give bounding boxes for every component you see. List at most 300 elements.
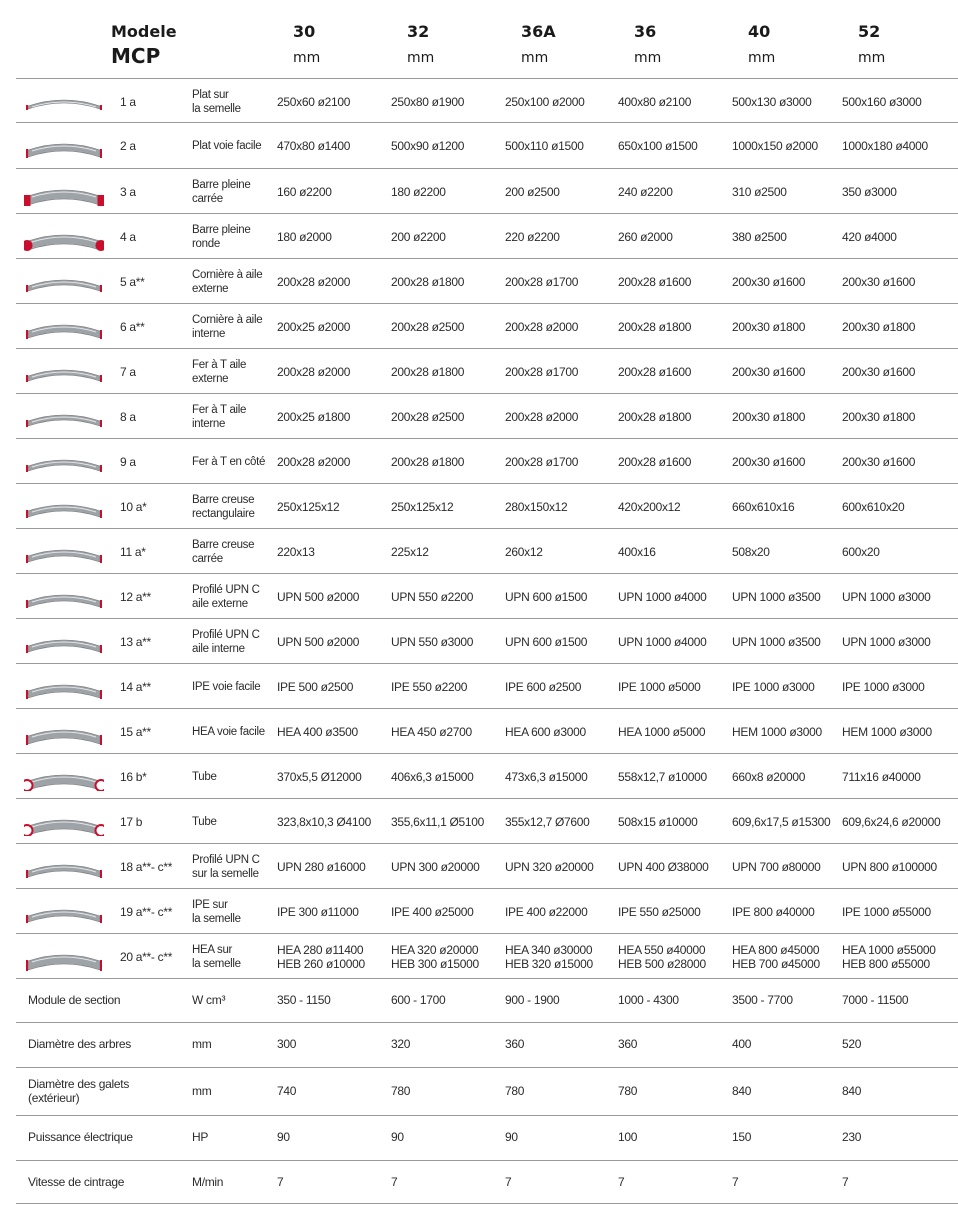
capacity-line: 420x200x12: [618, 499, 681, 514]
capacity-value: [505, 259, 578, 304]
profile-code: 9 a: [120, 454, 136, 469]
capacity-value: [391, 439, 464, 484]
profile-code: 12 a**: [120, 589, 151, 604]
capacity-line: 250x100 ø2000: [505, 94, 585, 109]
capacity-value: [842, 754, 921, 799]
capacity-value: [732, 169, 787, 214]
capacity-value: [391, 574, 473, 619]
column-unit: mm: [634, 50, 662, 66]
capacity-value: [391, 709, 472, 754]
column-header: [634, 22, 734, 66]
capacity-value: [391, 214, 446, 259]
series-label: MCP: [111, 44, 161, 68]
capacity-line: 200x30 ø1600: [842, 364, 916, 379]
capacity-value: [505, 79, 585, 124]
capacity-line: 400x80 ø2100: [618, 94, 692, 109]
profile-illustration: [24, 574, 104, 619]
profile-illustration: [24, 484, 104, 529]
profile-illustration: [24, 889, 104, 934]
description-line: Barre creuse: [192, 538, 255, 551]
capacity-value: [505, 844, 594, 889]
t-bar-side-profile-icon: [24, 448, 104, 476]
capacity-line: IPE 400 ø25000: [391, 904, 474, 919]
capacity-value: [505, 123, 584, 168]
capacity-value: [277, 394, 350, 439]
description-line: Cornière à aile: [192, 268, 263, 281]
capacity-value: [618, 619, 707, 664]
property-label-line: (extérieur): [28, 1090, 80, 1105]
table-row: [16, 393, 958, 439]
property-label: [28, 1068, 188, 1113]
profile-description: [192, 484, 282, 529]
capacity-value: [618, 754, 707, 799]
capacity-value: [842, 934, 936, 979]
profile-code: 15 a**: [120, 724, 151, 739]
capacity-line: 200x30 ø1800: [732, 319, 806, 334]
capacity-line: 380 ø2500: [732, 229, 787, 244]
property-value: 740: [277, 1083, 297, 1098]
capacity-line: 250x80 ø1900: [391, 94, 465, 109]
capacity-line: 711x16 ø40000: [842, 769, 921, 784]
profile-description: [192, 259, 282, 304]
capacity-value: [732, 664, 815, 709]
table-row: [16, 303, 958, 349]
table-row: [16, 258, 958, 304]
profile-code: 11 a*: [120, 544, 146, 559]
profile-description: [192, 214, 282, 259]
capacity-value: [732, 79, 812, 124]
column-unit: mm: [407, 50, 435, 66]
property-value: 400: [732, 1037, 752, 1051]
capacity-line: 660x8 ø20000: [732, 769, 806, 784]
description-line: Plat sur: [192, 88, 229, 101]
capacity-value: [505, 574, 587, 619]
capacity-line: 1000x180 ø4000: [842, 138, 928, 153]
profile-code: 1 a: [120, 94, 136, 109]
column-header: [407, 22, 507, 66]
capacity-line: HEB 500 ø28000: [618, 956, 706, 971]
description-line: interne: [192, 327, 226, 340]
table-row: [16, 573, 958, 619]
capacity-value: [277, 304, 350, 349]
capacity-value: [277, 889, 359, 934]
property-value: 780: [618, 1083, 638, 1098]
description-line: Fer à T aile: [192, 358, 247, 371]
table-row: [16, 122, 958, 168]
description-line: HEA voie facile: [192, 725, 265, 738]
profile-code: 13 a**: [120, 634, 151, 649]
capacity-line: 260x12: [505, 544, 543, 559]
capacity-value: [618, 123, 698, 168]
profile-description: [192, 79, 282, 124]
capacity-line: 500x160 ø3000: [842, 94, 922, 109]
capacity-value: [732, 484, 794, 529]
capacity-value: [842, 439, 915, 484]
description-line: Barre creuse: [192, 493, 255, 506]
capacity-value: [732, 214, 787, 259]
capacity-line: UPN 280 ø16000: [277, 859, 366, 874]
capacity-line: UPN 320 ø20000: [505, 859, 594, 874]
model-label: Modele: [111, 22, 177, 41]
property-value: 7: [505, 1175, 512, 1189]
capacity-value: [842, 169, 897, 214]
table-row: [16, 708, 958, 754]
capacity-line: HEM 1000 ø3000: [732, 724, 822, 739]
property-value: 7: [842, 1175, 849, 1189]
capacity-line: 200x28 ø2500: [391, 409, 465, 424]
capacity-value: [505, 619, 587, 664]
table-row: [16, 618, 958, 664]
property-row: [16, 1115, 958, 1158]
capacity-line: UPN 300 ø20000: [391, 859, 480, 874]
capacity-line: 600x20: [842, 544, 880, 559]
column-model: 52: [858, 22, 881, 41]
capacity-value: [505, 439, 578, 484]
description-line: externe: [192, 282, 229, 295]
profile-description: [192, 934, 282, 979]
capacity-line: 355x12,7 Ø7600: [505, 814, 590, 829]
description-line: externe: [192, 372, 229, 385]
capacity-value: [391, 259, 464, 304]
capacity-line: 220x13: [277, 544, 315, 559]
column-header: [293, 22, 393, 66]
profile-code: 20 a**- c**: [120, 949, 173, 964]
capacity-line: IPE 1000 ø3000: [842, 679, 925, 694]
profile-illustration: [24, 754, 104, 799]
capacity-line: 200x30 ø1600: [732, 364, 806, 379]
capacity-value: [618, 259, 691, 304]
capacity-line: IPE 1000 ø55000: [842, 904, 931, 919]
capacity-value: [391, 844, 480, 889]
column-unit: mm: [293, 50, 321, 66]
hea-profile-icon: [24, 718, 104, 746]
capacity-value: [842, 619, 931, 664]
capacity-line: 225x12: [391, 544, 429, 559]
capacity-value: [842, 574, 931, 619]
property-value: 7000 - 11500: [842, 993, 909, 1007]
upn-flat-profile-icon: [24, 853, 104, 881]
property-label-line: Puissance électrique: [28, 1130, 133, 1144]
capacity-value: [842, 484, 904, 529]
capacity-value: [618, 799, 698, 844]
capacity-line: 200x30 ø1600: [732, 454, 806, 469]
capacity-line: 500x90 ø1200: [391, 138, 465, 153]
capacity-line: UPN 1000 ø3000: [842, 634, 931, 649]
capacity-line: 500x130 ø3000: [732, 94, 812, 109]
capacity-value: [618, 889, 701, 934]
capacity-line: IPE 400 ø22000: [505, 904, 588, 919]
profile-description: [192, 664, 282, 709]
capacity-line: 420 ø4000: [842, 229, 897, 244]
property-value: 3500 - 7700: [732, 993, 793, 1007]
property-label: [28, 979, 188, 1021]
capacity-value: [618, 709, 705, 754]
capacity-value: [277, 484, 339, 529]
capacity-line: HEA 550 ø40000: [618, 942, 706, 957]
capacity-line: IPE 550 ø2200: [391, 679, 468, 694]
profile-illustration: [24, 844, 104, 889]
flat-bar-profile-icon: [24, 88, 104, 116]
capacity-line: 200x28 ø1800: [391, 274, 465, 289]
capacity-line: 200x28 ø1800: [618, 319, 692, 334]
capacity-line: 200x30 ø1800: [732, 409, 806, 424]
capacity-value: [277, 799, 371, 844]
capacity-line: 200x28 ø1600: [618, 274, 692, 289]
description-line: Fer à T en côté: [192, 455, 266, 468]
capacity-value: [391, 484, 453, 529]
capacity-line: 200x28 ø1700: [505, 274, 579, 289]
profile-illustration: [24, 349, 104, 394]
table-row: [16, 483, 958, 529]
property-unit: mm: [192, 1083, 212, 1098]
capacity-value: [505, 349, 578, 394]
column-model: 36A: [521, 22, 556, 41]
capacity-value: [618, 79, 691, 124]
capacity-line: HEA 320 ø20000: [391, 942, 479, 957]
profile-illustration: [24, 169, 104, 214]
profile-code: 17 b: [120, 814, 143, 829]
capacity-value: [842, 799, 940, 844]
profile-code: 18 a**- c**: [120, 859, 173, 874]
property-unit: W cm³: [192, 993, 226, 1007]
capacity-value: [505, 664, 581, 709]
capacity-line: 200x30 ø1600: [732, 274, 806, 289]
profile-illustration: [24, 709, 104, 754]
description-line: HEA sur: [192, 943, 233, 956]
description-line: Cornière à aile: [192, 313, 263, 326]
capacity-line: 200x28 ø2000: [277, 274, 351, 289]
capacity-line: 473x6,3 ø15000: [505, 769, 588, 784]
capacity-value: [618, 574, 707, 619]
description-line: carrée: [192, 552, 223, 565]
capacity-value: [842, 529, 880, 574]
profile-code: 10 a*: [120, 499, 147, 514]
capacity-line: 600x610x20: [842, 499, 905, 514]
property-value: 520: [842, 1037, 862, 1051]
property-value: 900 - 1900: [505, 993, 560, 1007]
capacity-value: [277, 709, 358, 754]
description-line: Barre pleine: [192, 223, 251, 236]
profile-description: [192, 439, 282, 484]
profile-illustration: [24, 123, 104, 168]
t-bar-internal-profile-icon: [24, 403, 104, 431]
capacity-value: [505, 889, 588, 934]
property-value: 150: [732, 1130, 752, 1144]
description-line: Tube: [192, 770, 217, 783]
capacity-line: 609,6x24,6 ø20000: [842, 814, 941, 829]
flat-bar-edge-profile-icon: [24, 132, 104, 160]
capacity-line: 180 ø2200: [391, 184, 446, 199]
capacity-line: 200 ø2200: [391, 229, 446, 244]
property-row: [16, 1067, 958, 1113]
property-value: 7: [618, 1175, 625, 1189]
capacity-line: UPN 550 ø3000: [391, 634, 474, 649]
capacity-line: HEB 300 ø15000: [391, 956, 479, 971]
capacity-line: 400x16: [618, 544, 656, 559]
capacity-line: UPN 1000 ø4000: [618, 589, 707, 604]
capacity-line: 200x28 ø1700: [505, 454, 579, 469]
capacity-line: 200x30 ø1600: [842, 274, 916, 289]
capacity-value: [732, 349, 805, 394]
property-unit: M/min: [192, 1175, 224, 1189]
capacity-line: IPE 1000 ø3000: [732, 679, 815, 694]
profile-illustration: [24, 619, 104, 664]
capacity-line: HEA 450 ø2700: [391, 724, 472, 739]
capacity-value: [505, 754, 588, 799]
capacity-value: [842, 123, 928, 168]
capacity-line: UPN 1000 ø4000: [618, 634, 707, 649]
capacity-line: 250x60 ø2100: [277, 94, 351, 109]
column-header: [858, 22, 958, 66]
capacity-value: [277, 439, 350, 484]
capacity-value: [842, 709, 932, 754]
capacity-line: HEB 320 ø15000: [505, 956, 593, 971]
capacity-value: [618, 439, 691, 484]
column-unit: mm: [748, 50, 776, 66]
tube-thick-profile-icon: [24, 808, 104, 836]
description-line: IPE sur: [192, 898, 228, 911]
property-row: [16, 1160, 958, 1204]
description-line: interne: [192, 417, 226, 430]
capacity-line: 1000x150 ø2000: [732, 138, 818, 153]
capacity-value: [277, 214, 332, 259]
property-value: 780: [391, 1083, 411, 1098]
t-bar-external-profile-icon: [24, 358, 104, 386]
capacity-line: UPN 400 Ø38000: [618, 859, 709, 874]
capacity-value: [277, 529, 315, 574]
description-line: Profilé UPN C: [192, 628, 260, 641]
capacity-line: UPN 1000 ø3500: [732, 634, 821, 649]
profile-description: [192, 123, 282, 168]
capacity-value: [277, 259, 350, 304]
capacity-value: [505, 529, 543, 574]
property-value: 840: [732, 1083, 752, 1098]
capacity-value: [505, 394, 578, 439]
property-label: [28, 1116, 188, 1158]
capacity-line: 160 ø2200: [277, 184, 332, 199]
property-label: [28, 1023, 188, 1065]
property-value: 780: [505, 1083, 525, 1098]
capacity-value: [618, 304, 691, 349]
column-unit: mm: [521, 50, 549, 66]
upn-internal-profile-icon: [24, 628, 104, 656]
capacity-value: [842, 664, 925, 709]
capacity-value: [391, 79, 464, 124]
profile-code: 8 a: [120, 409, 136, 424]
profile-code: 2 a: [120, 138, 136, 153]
capacity-line: HEA 1000 ø55000: [842, 942, 936, 957]
capacity-line: 200x25 ø1800: [277, 409, 351, 424]
capacity-value: [732, 259, 805, 304]
capacity-line: HEA 800 ø45000: [732, 942, 820, 957]
profile-illustration: [24, 934, 104, 979]
property-row: [16, 1022, 958, 1065]
profile-code: 16 b*: [120, 769, 147, 784]
property-value: 350 - 1150: [277, 993, 331, 1007]
capacity-value: [505, 214, 560, 259]
angle-external-profile-icon: [24, 268, 104, 296]
capacity-value: [732, 799, 830, 844]
description-line: Plat voie facile: [192, 139, 262, 152]
capacity-value: [391, 169, 446, 214]
profile-code: 6 a**: [120, 319, 145, 334]
description-line: la semelle: [192, 912, 241, 925]
capacity-value: [277, 619, 359, 664]
property-value: 360: [618, 1037, 638, 1051]
capacity-line: 260 ø2000: [618, 229, 673, 244]
capacity-line: 323,8x10,3 Ø4100: [277, 814, 371, 829]
capacity-value: [618, 484, 680, 529]
profile-illustration: [24, 214, 104, 259]
capacity-line: 508x20: [732, 544, 770, 559]
capacity-line: 200x28 ø2000: [277, 454, 351, 469]
capacity-line: 350 ø3000: [842, 184, 897, 199]
capacity-line: 200x25 ø2000: [277, 319, 351, 334]
capacity-line: UPN 600 ø1500: [505, 634, 588, 649]
capacity-value: [277, 664, 353, 709]
tube-profile-icon: [24, 763, 104, 791]
capacity-value: [732, 123, 818, 168]
capacity-line: UPN 1000 ø3500: [732, 589, 821, 604]
capacity-value: [391, 889, 474, 934]
capacity-line: HEA 340 ø30000: [505, 942, 593, 957]
capacity-value: [505, 484, 567, 529]
capacity-value: [391, 934, 479, 979]
column-header: [521, 22, 621, 66]
capacity-value: [391, 349, 464, 394]
hea-flat-profile-icon: [24, 943, 104, 971]
table-row: [16, 438, 958, 484]
square-bar-profile-icon: [24, 178, 104, 206]
profile-code: 3 a: [120, 184, 136, 199]
capacity-value: [732, 304, 805, 349]
property-label: [28, 1161, 188, 1203]
capacity-value: [391, 394, 464, 439]
capacity-line: 200x28 ø1600: [618, 364, 692, 379]
profile-description: [192, 799, 282, 844]
capacity-value: [842, 304, 915, 349]
property-label-line: Diamètre des arbres: [28, 1037, 132, 1051]
table-row: [16, 213, 958, 259]
property-value: 1000 - 4300: [618, 993, 679, 1007]
capacity-line: 220 ø2200: [505, 229, 560, 244]
capacity-value: [505, 304, 578, 349]
capacity-line: UPN 700 ø80000: [732, 859, 821, 874]
capacity-line: 650x100 ø1500: [618, 138, 698, 153]
profile-description: [192, 889, 282, 934]
description-line: Fer à T aile: [192, 403, 247, 416]
capacity-line: 200x30 ø1600: [842, 454, 916, 469]
capacity-value: [391, 529, 429, 574]
property-row: [16, 978, 958, 1021]
capacity-line: 370x5,5 Ø12000: [277, 769, 362, 784]
description-line: la semelle: [192, 102, 241, 115]
capacity-value: [618, 394, 691, 439]
table-row: [16, 348, 958, 394]
property-value: 230: [842, 1130, 862, 1144]
capacity-line: HEA 1000 ø5000: [618, 724, 706, 739]
capacity-line: HEA 280 ø11400: [277, 942, 364, 957]
capacity-line: UPN 800 ø100000: [842, 859, 937, 874]
capacity-value: [391, 799, 484, 844]
description-line: IPE voie facile: [192, 680, 261, 693]
column-model: 30: [293, 22, 316, 41]
profile-code: 4 a: [120, 229, 136, 244]
capacity-line: 500x110 ø1500: [505, 138, 584, 153]
property-unit: mm: [192, 1037, 212, 1051]
profile-description: [192, 349, 282, 394]
capacity-value: [618, 349, 691, 394]
